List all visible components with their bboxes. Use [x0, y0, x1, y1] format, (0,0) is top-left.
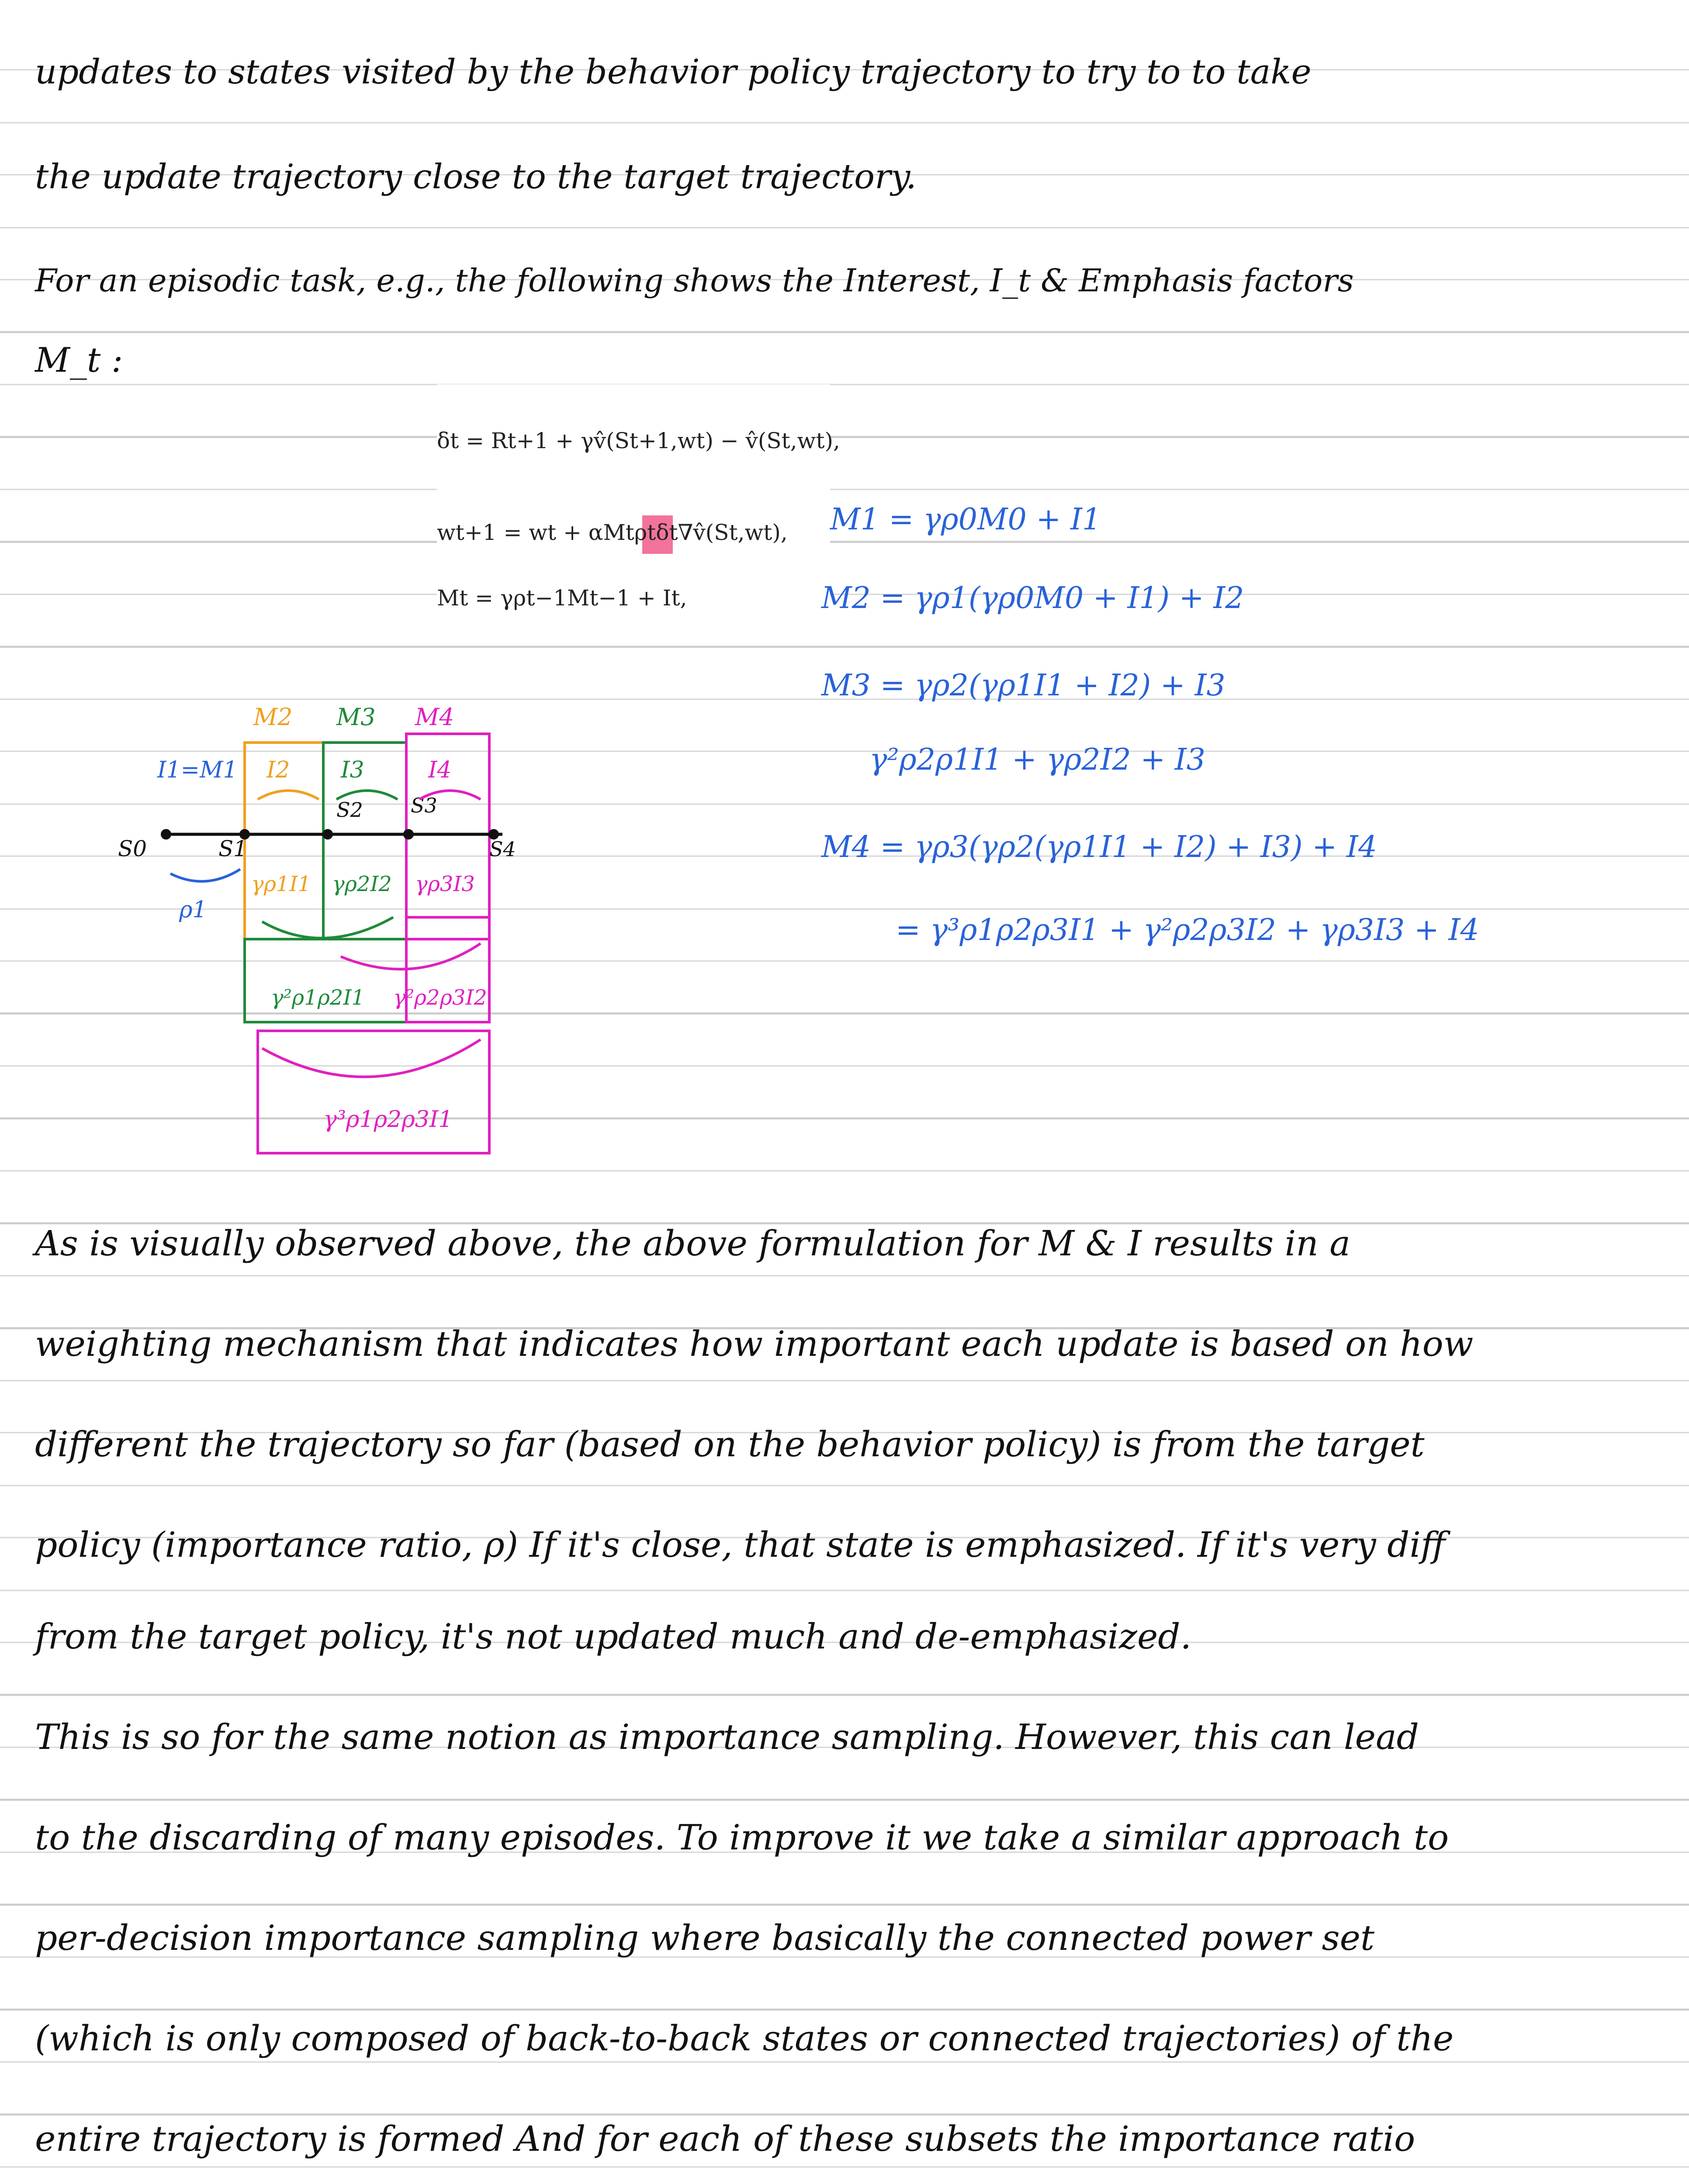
- label-rho1: ρ1: [179, 897, 207, 923]
- note-line-3: For an episodic task, e.g., the following shows the Interest, I_t & Emphasis factors: [35, 262, 1354, 299]
- td-error-equation: δt = Rt+1 + γv̂(St+1,wt) − v̂(St,wt),: [437, 428, 840, 453]
- rho-arrow: [170, 869, 240, 881]
- label-i3: I3: [341, 757, 364, 783]
- derivation-m2: M2 = γρ1(γρ0M0 + I1) + I2: [821, 581, 1244, 615]
- label-m4: M4: [415, 703, 454, 731]
- derivation-m4: M4 = γρ3(γρ2(γρ1I1 + I2) + I3) + I4: [821, 830, 1377, 864]
- magenta-bottom-box: [258, 1031, 489, 1153]
- note-line-1: updates to states visited by the behavior policy trajectory to try to to take: [35, 52, 1312, 92]
- paragraph-line-9: (which is only composed of back-to-back states or connected trajectories) of the: [35, 2018, 1454, 2059]
- derivation-m4-expanded: = γ³ρ1ρ2ρ3I1 + γ²ρ2ρ3I2 + γρ3I3 + I4: [896, 913, 1479, 947]
- paragraph-line-2: weighting mechanism that indicates how important each update is based on how: [35, 1324, 1474, 1364]
- derivation-m3-expanded: γ²ρ2ρ1I1 + γρ2I2 + I3: [869, 743, 1206, 777]
- arrow-s1-s2-top: [258, 791, 319, 799]
- label-i4: I4: [428, 757, 452, 783]
- label-i1-m1: I1=M1: [157, 757, 238, 783]
- weight-update-equation: wt+1 = wt + αMtρtδt∇v̂(St,wt),: [437, 520, 788, 545]
- state-label-s1: S1: [218, 836, 248, 861]
- state-dot-s3: [403, 829, 414, 840]
- derivation-m3: M3 = γρ2(γρ1I1 + I2) + I3: [821, 668, 1225, 703]
- label-m3: M3: [336, 703, 376, 731]
- term-gamma3-rho1rho2rho3-i1: γ³ρ1ρ2ρ3I1: [323, 1106, 453, 1133]
- paragraph-line-10: entire trajectory is formed And for each of these subsets the importance ratio: [35, 2118, 1416, 2159]
- paragraph-line-5: from the target policy, it's not updated much and de-emphasized.: [35, 1616, 1191, 1657]
- green-box: [323, 743, 406, 939]
- term-gamma2-rho1rho2-i1: γ²ρ1ρ2I1: [271, 985, 365, 1010]
- note-line-4: M_t :: [35, 341, 123, 380]
- state-label-s0: S0: [118, 836, 147, 861]
- paragraph-line-8: per-decision importance sampling where basically the connected power set: [35, 1918, 1375, 1958]
- paragraph-line-1: As is visually observed above, the above formulation for M & I results in a: [35, 1223, 1350, 1264]
- state-dot-s2: [322, 829, 333, 840]
- paragraph-line-7: to the discarding of many episodes. To improve it we take a similar approach to: [35, 1817, 1449, 1858]
- note-line-2: the update trajectory close to the target trajectory.: [35, 157, 917, 197]
- derivation-m1: M1 = γρ0M0 + I1: [830, 502, 1101, 537]
- term-gamma2-rho2rho3-i2: γ²ρ2ρ3I2: [393, 985, 487, 1010]
- state-dot-s0: [161, 829, 171, 840]
- arrow-lower-magenta: [341, 943, 481, 969]
- arrow-bottom-magenta: [262, 1040, 481, 1077]
- state-label-s3: S3: [411, 794, 437, 817]
- state-label-s2: S2: [336, 798, 363, 822]
- label-m2: M2: [253, 703, 293, 731]
- paragraph-line-4: policy (importance ratio, ρ) If it's close, that state is emphasized. If it's very diff: [35, 1524, 1446, 1565]
- emphasis-equation: Mt = γρt−1Mt−1 + It,: [437, 585, 687, 611]
- state-label-s4: S4: [489, 837, 516, 861]
- term-gamma-rho2-i2: γρ2I2: [332, 872, 392, 896]
- label-i2: I2: [267, 757, 290, 783]
- arrow-lower-green: [262, 917, 393, 938]
- paragraph-line-3: different the trajectory so far (based on the behavior policy) is from the target: [35, 1424, 1425, 1465]
- term-gamma-rho1-i1: γρ1I1: [251, 872, 311, 896]
- paragraph-line-6: This is so for the same notion as importance sampling. However, this can lead: [35, 1717, 1419, 1757]
- term-gamma-rho3-i3: γρ3I3: [415, 872, 475, 896]
